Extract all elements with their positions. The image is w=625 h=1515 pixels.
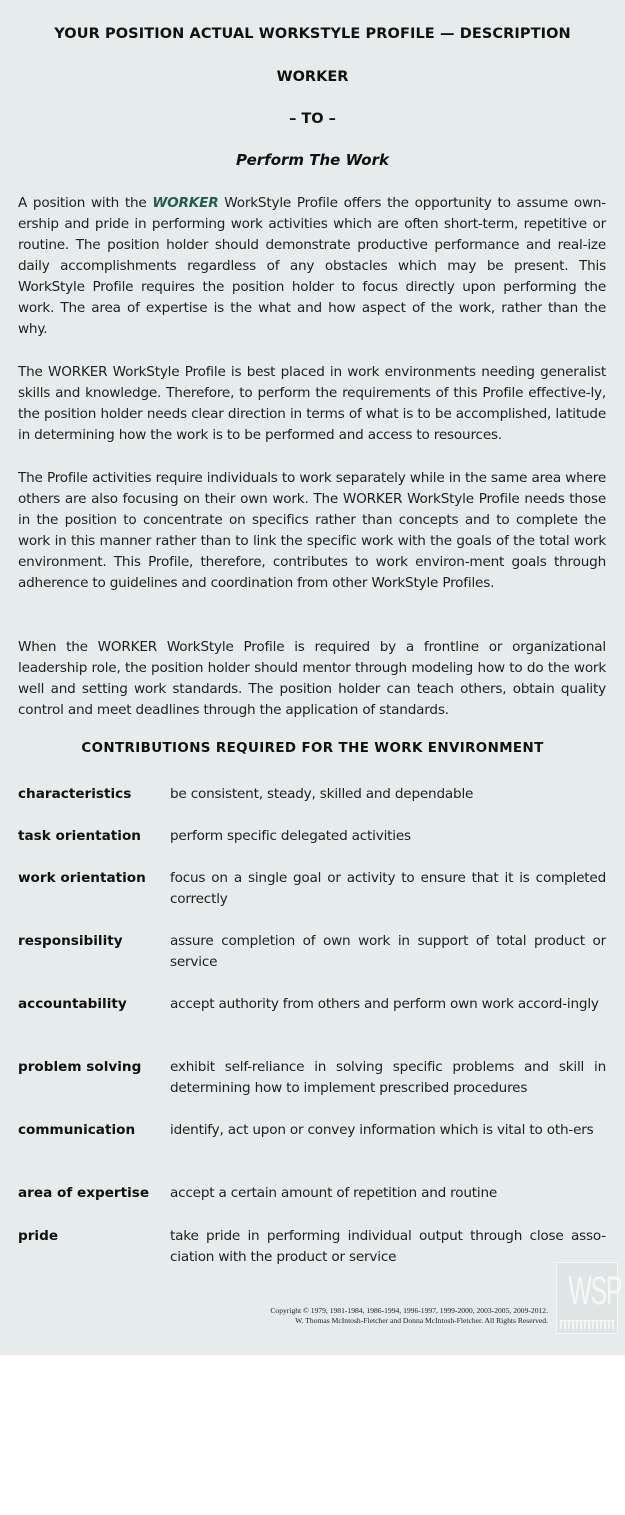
contributions-heading: CONTRIBUTIONS REQUIRED FOR THE WORK ENVIRONMENT — [81, 741, 544, 756]
page-title: YOUR POSITION ACTUAL WORKSTYLE PROFILE — DESCRIPTION — [54, 26, 571, 42]
contribution-term: area of expertise — [18, 1185, 150, 1201]
profile-tagline: Perform The Work — [236, 151, 389, 169]
contribution-term: communication — [18, 1122, 136, 1138]
contribution-term: accountability — [18, 996, 127, 1012]
contribution-term: responsibility — [18, 933, 123, 949]
copyright-line-2: W. Thomas McIntosh-Fletcher and Donna McIntosh-Fletcher. All Rights Reserved. — [295, 1316, 548, 1325]
description-paragraph-3: The Profile activities require individuals to work separately while in the same area where others are also focusing on their own work. The WORKER WorkStyle Profile needs those in the position to concentrate on specifics rather than concepts and to complete the work in this manner rather than to link the specific work with the goals of the total work environment. This Profile, therefore, contributes to work environ-ment goals through adherence to guidelines and coordination from other WorkStyle Profiles. — [18, 470, 606, 591]
contribution-definition: identify, act upon or convey information which is vital to oth-ers — [170, 1122, 594, 1138]
contribution-term: problem solving — [18, 1059, 142, 1075]
profile-emphasis: WORKER — [152, 195, 219, 211]
wsp-logo — [556, 1262, 622, 1334]
contribution-definition: be consistent, steady, skilled and dependable — [170, 786, 474, 802]
paragraph-rest: WorkStyle Profile offers the opportunity to assume own-ership and pride in performing work activities which are often short-term, repetitive or routine. The position holder should demonstrate productive performance and real-ize daily accomplishments regardless of any obstacles which may be present. This WorkStyle Profile requires the position holder to focus directly upon performing the work. The area of expertise is the what and how aspect of the work, rather than the why. — [18, 195, 607, 337]
contribution-definition: assure completion of own work in support of total product or service — [170, 933, 606, 970]
description-paragraph-4: When the WORKER WorkStyle Profile is required by a frontline or organizational leadership role, the position holder should mentor through modeling how to do the work well and setting work standards. The position holder can teach others, obtain quality control and meet deadlines through the application of standards. — [18, 639, 606, 718]
contribution-term: work orientation — [18, 870, 146, 886]
contribution-term: task orientation — [18, 828, 141, 844]
contribution-definition: accept authority from others and perform own work accord-ingly — [170, 996, 599, 1012]
profile-name: WORKER — [276, 69, 349, 85]
logo-letters: WSP — [568, 1269, 622, 1313]
contribution-definition: focus on a single goal or activity to ensure that it is completed correctly — [170, 870, 606, 907]
connector-text: – TO – — [289, 111, 336, 127]
contribution-definition: accept a certain amount of repetition and routine — [170, 1185, 498, 1201]
contribution-term: characteristics — [18, 786, 132, 802]
copyright-line-1: Copyright © 1979, 1981-1984, 1986-1994, 1996-1997, 1999-2000, 2003-2005, 2009-2012. — [270, 1306, 548, 1315]
copyright-notice — [270, 1306, 548, 1326]
contribution-term: pride — [18, 1228, 59, 1244]
contribution-definition: exhibit self-reliance in solving specific problems and skill in determining how to implement prescribed procedures — [170, 1059, 606, 1096]
paragraph-lead: A position with the — [18, 195, 153, 211]
contribution-definition: take pride in performing individual output through close asso-ciation with the product or service — [170, 1228, 606, 1265]
description-paragraph-2: The WORKER WorkStyle Profile is best placed in work environments needing generalist skills and knowledge. Therefore, to perform the requirements of this Profile effective-ly, the position holder needs clear direction in terms of what is to be accomplished, latitude in determining how the work is to be performed and access to resources. — [18, 364, 606, 443]
description-paragraph-1 — [18, 193, 606, 340]
contribution-definition: perform specific delegated activities — [170, 828, 411, 844]
logo-bar — [560, 1320, 614, 1329]
